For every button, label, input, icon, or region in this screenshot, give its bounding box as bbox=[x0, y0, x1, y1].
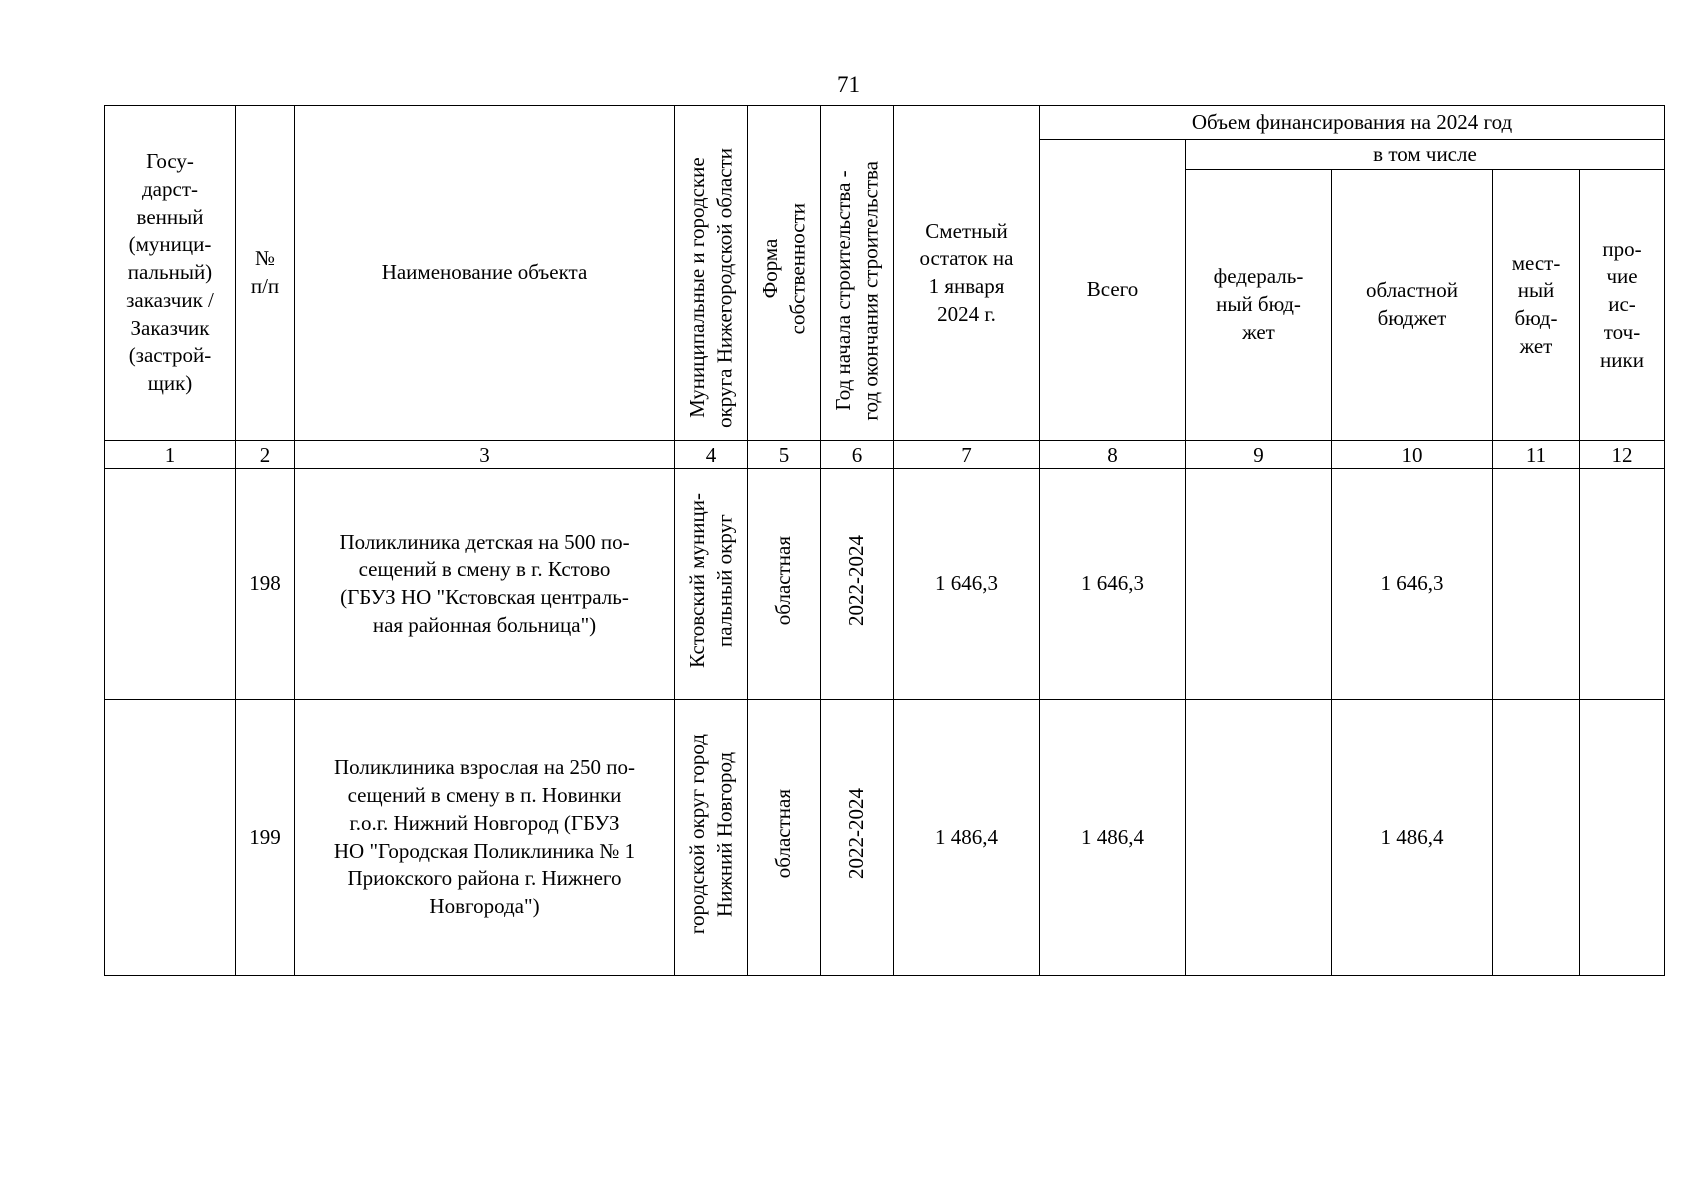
cell-estimate-balance: 1 486,4 bbox=[894, 700, 1040, 976]
cell-regional: 1 486,4 bbox=[1332, 700, 1493, 976]
column-number: 4 bbox=[675, 441, 748, 469]
cell-years: 2022-2024 bbox=[821, 700, 894, 976]
column-number: 10 bbox=[1332, 441, 1493, 469]
header-total: Всего bbox=[1040, 140, 1186, 441]
cell-other bbox=[1580, 469, 1665, 700]
header-municipality: Муниципальные и городские округа Нижегородской области bbox=[675, 106, 748, 441]
column-number: 3 bbox=[295, 441, 675, 469]
cell-estimate-balance: 1 646,3 bbox=[894, 469, 1040, 700]
column-number: 11 bbox=[1493, 441, 1580, 469]
table-row bbox=[105, 700, 1665, 976]
header-ownership: Форма собственности bbox=[748, 106, 821, 441]
column-number: 2 bbox=[236, 441, 295, 469]
cell-total: 1 486,4 bbox=[1040, 700, 1186, 976]
header-object-name: Наименование объекта bbox=[295, 106, 675, 441]
cell-federal bbox=[1186, 469, 1332, 700]
cell-other bbox=[1580, 700, 1665, 976]
column-number: 6 bbox=[821, 441, 894, 469]
page-number: 71 bbox=[837, 72, 860, 97]
column-number: 1 bbox=[105, 441, 236, 469]
table-row bbox=[105, 469, 1665, 700]
cell-customer bbox=[105, 469, 236, 700]
header-row bbox=[105, 106, 1665, 140]
column-number: 7 bbox=[894, 441, 1040, 469]
header-federal: федераль- ный бюд- жет bbox=[1186, 170, 1332, 441]
cell-ownership: областная bbox=[748, 700, 821, 976]
column-number: 12 bbox=[1580, 441, 1665, 469]
header-other: про- чие ис- точ- ники bbox=[1580, 170, 1665, 441]
cell-municipality: городской округ город Нижний Новгород bbox=[675, 700, 748, 976]
cell-number: 199 bbox=[236, 700, 295, 976]
header-number: № п/п bbox=[236, 106, 295, 441]
column-number-row bbox=[105, 441, 1665, 469]
cell-local bbox=[1493, 700, 1580, 976]
header-including: в том числе bbox=[1186, 140, 1665, 170]
cell-number: 198 bbox=[236, 469, 295, 700]
column-number: 5 bbox=[748, 441, 821, 469]
cell-local bbox=[1493, 469, 1580, 700]
cell-object-name: Поликлиника детская на 500 по- сещений в смену в г. Кстово (ГБУЗ НО "Кстовская централь- ная районная больница") bbox=[295, 469, 675, 700]
cell-customer bbox=[105, 700, 236, 976]
header-regional: областной бюджет bbox=[1332, 170, 1493, 441]
financing-table bbox=[104, 105, 1665, 976]
cell-object-name: Поликлиника взрослая на 250 по- сещений в смену в п. Новинки г.о.г. Нижний Новгород (ГБУЗ НО "Городская Поликлиника № 1 Приокского района г. Нижнего Новгорода") bbox=[295, 700, 675, 976]
cell-years: 2022-2024 bbox=[821, 469, 894, 700]
cell-regional: 1 646,3 bbox=[1332, 469, 1493, 700]
cell-federal bbox=[1186, 700, 1332, 976]
header-customer: Госу- дарст- венный (муници- пальный) заказчик / Заказчик (застрой- щик) bbox=[105, 106, 236, 441]
column-number: 9 bbox=[1186, 441, 1332, 469]
cell-total: 1 646,3 bbox=[1040, 469, 1186, 700]
header-estimate-balance: Сметный остаток на 1 января 2024 г. bbox=[894, 106, 1040, 441]
header-local: мест- ный бюд- жет bbox=[1493, 170, 1580, 441]
header-financing-group: Объем финансирования на 2024 год bbox=[1040, 106, 1665, 140]
cell-municipality: Кстовский муници- пальный округ bbox=[675, 469, 748, 700]
header-years: Год начала строительства - год окончания строительства bbox=[821, 106, 894, 441]
cell-ownership: областная bbox=[748, 469, 821, 700]
column-number: 8 bbox=[1040, 441, 1186, 469]
